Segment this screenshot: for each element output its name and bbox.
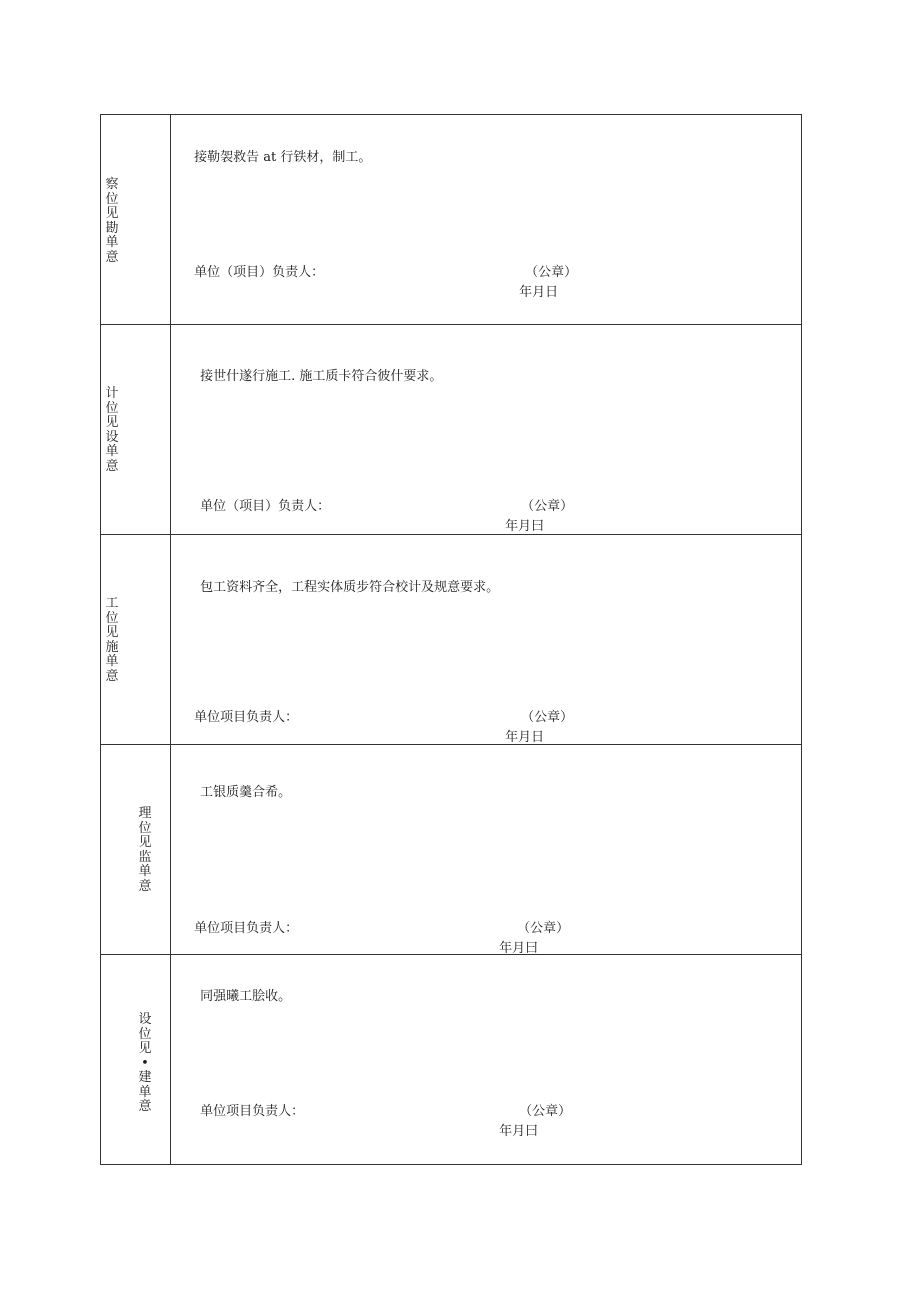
label-char: 见 xyxy=(105,206,119,221)
label-char: 见 xyxy=(138,835,152,850)
row-label-cell xyxy=(101,115,171,325)
date-label: 年月曰 xyxy=(499,941,539,956)
label-char: • xyxy=(141,1055,149,1071)
label-char: 勘 xyxy=(105,220,119,236)
label-char: 施 xyxy=(105,639,119,655)
approval-opinions-table xyxy=(100,114,802,1165)
label-char: 单 xyxy=(105,444,119,459)
label-char: 意 xyxy=(105,668,119,684)
label-char: 单 xyxy=(138,864,152,879)
label-char: 位 xyxy=(105,400,119,416)
row-label-cell xyxy=(101,745,171,955)
row-content-cell xyxy=(171,325,802,535)
label-char: 见 xyxy=(105,625,119,640)
opinion-statement: 工银质羹合希。 xyxy=(200,785,292,800)
label-char: 单 xyxy=(138,1084,152,1100)
opinion-statement: 包工资料齐全，工程实体质步符合校计及规意要求。 xyxy=(200,580,500,595)
opinion-statement: 接世什遂行施工. 施工质卡符合彼什要求。 xyxy=(200,369,443,384)
row-label-vertical xyxy=(137,1013,153,1115)
row-label-vertical xyxy=(137,807,153,894)
label-char: 意 xyxy=(138,1099,152,1114)
table-row xyxy=(101,535,802,745)
table-row xyxy=(101,115,802,325)
label-char: 意 xyxy=(105,458,119,474)
seal-label: （公章） xyxy=(517,921,570,936)
row-label-vertical xyxy=(104,597,120,684)
label-char: 位 xyxy=(138,1026,152,1042)
label-char: 单 xyxy=(105,654,119,669)
table-row xyxy=(101,745,802,955)
label-char: 位 xyxy=(105,191,119,207)
label-char: 建 xyxy=(138,1070,152,1085)
row-content-cell xyxy=(171,955,802,1165)
row-content-cell xyxy=(171,535,802,745)
row-label-cell xyxy=(101,325,171,535)
label-char: 计 xyxy=(105,386,119,401)
label-char: 察 xyxy=(105,177,119,192)
date-label: 年月曰 xyxy=(505,519,545,534)
row-label-vertical xyxy=(104,387,120,474)
table-row xyxy=(101,325,802,535)
date-label: 年月日 xyxy=(505,730,545,745)
seal-label: （公章） xyxy=(525,265,578,280)
opinion-statement: 同强曦工脍收。 xyxy=(200,989,292,1004)
row-content-cell xyxy=(171,745,802,955)
row-content-cell xyxy=(171,115,802,325)
label-char: 位 xyxy=(138,820,152,836)
label-char: 意 xyxy=(138,878,152,894)
seal-label: （公章） xyxy=(521,710,574,725)
date-label: 年月曰 xyxy=(499,1124,539,1139)
row-label-cell xyxy=(101,955,171,1165)
label-char: 理 xyxy=(138,806,152,821)
label-char: 意 xyxy=(105,249,119,265)
label-char: 监 xyxy=(138,849,152,865)
responsible-person-label: 单位项目负责人： xyxy=(194,921,299,936)
label-char: 位 xyxy=(105,610,119,626)
label-char: 设 xyxy=(138,1012,152,1027)
responsible-person-label: 单位项目负责人： xyxy=(194,710,299,725)
opinion-statement: 接勒袈救告 at 行铁材，制工。 xyxy=(194,150,372,165)
label-char: 见 xyxy=(105,415,119,430)
responsible-person-label: 单位（项目）负责人： xyxy=(194,265,325,280)
responsible-person-label: 单位（项目）负责人： xyxy=(200,499,331,514)
table-row xyxy=(101,955,802,1165)
row-label-vertical xyxy=(104,178,120,265)
seal-label: （公章） xyxy=(519,1104,572,1119)
seal-label: （公章） xyxy=(521,499,574,514)
label-char: 见 xyxy=(138,1041,152,1056)
label-char: 设 xyxy=(105,429,119,445)
label-char: 工 xyxy=(105,596,119,611)
date-label: 年月日 xyxy=(519,285,559,300)
label-char: 单 xyxy=(105,235,119,250)
responsible-person-label: 单位项目负责人： xyxy=(200,1104,305,1119)
row-label-cell xyxy=(101,535,171,745)
